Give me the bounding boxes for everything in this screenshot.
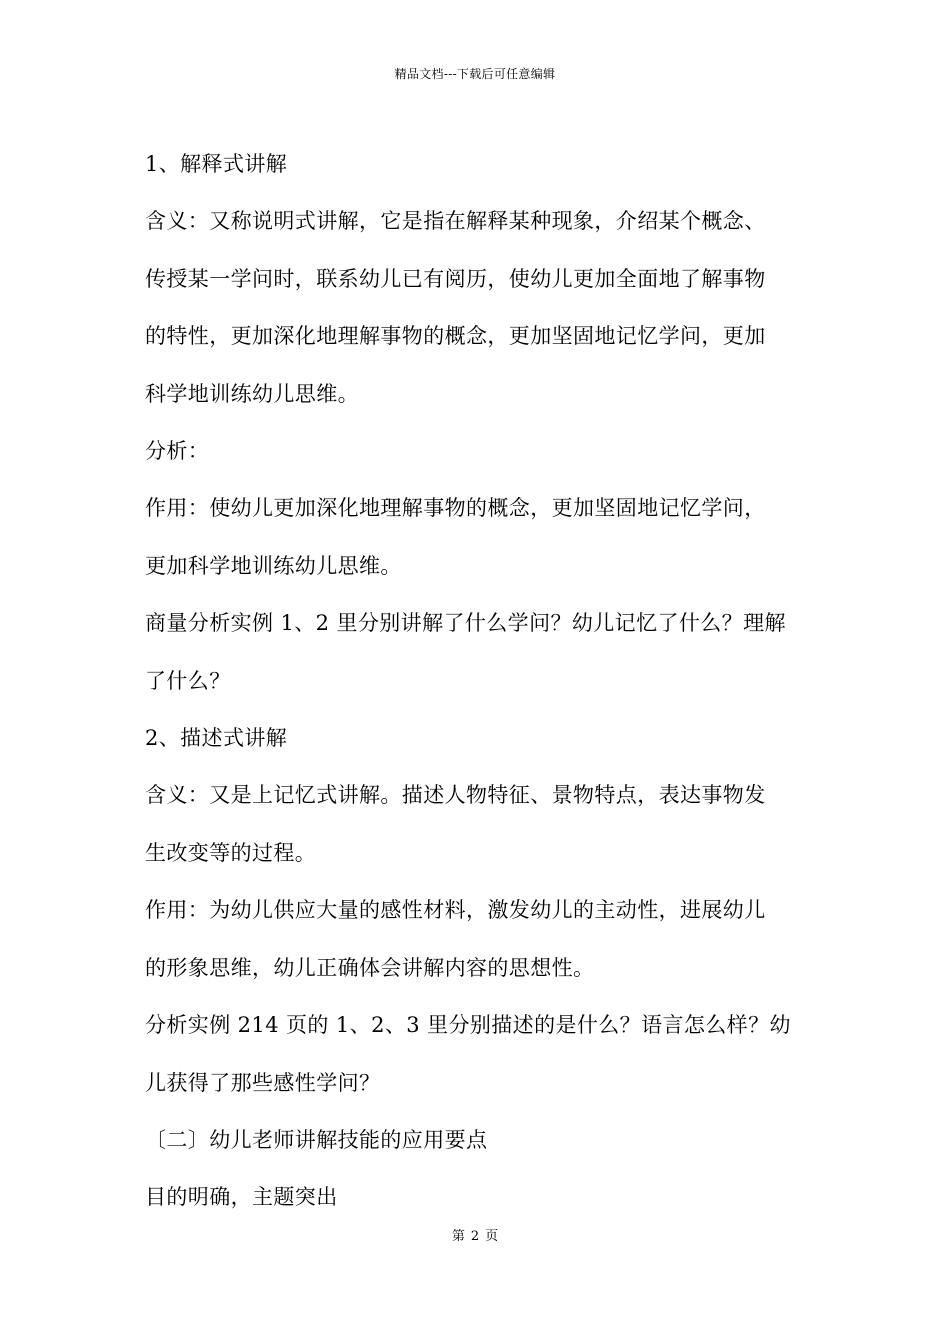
text-line: 目的明确，主题突出 <box>145 1185 338 1210</box>
text-line: 了什么？ <box>145 668 231 693</box>
page-number-suffix: 页 <box>485 1229 499 1244</box>
text-line: 儿获得了那些感性学问？ <box>145 1070 381 1095</box>
text-line: 生改变等的过程。 <box>145 840 317 865</box>
page-header: 精品文档---下载后可任意编辑 <box>394 67 556 81</box>
page-footer <box>0 1228 950 1246</box>
document-body <box>145 136 825 1227</box>
text-line: 分析： <box>145 439 210 464</box>
heading-descriptive-lecture: 2、描述式讲解 <box>145 726 288 751</box>
text-line: 传授某一学问时，联系幼儿已有阅历，使幼儿更加全面地了解事物 <box>145 266 766 291</box>
text-line: 科学地训练幼儿思维。 <box>145 381 359 406</box>
text-line: 的特性，更加深化地理解事物的概念，更加坚固地记忆学问，更加 <box>145 324 766 349</box>
text-line: 含义：又称说明式讲解，它是指在解释某种现象，介绍某个概念、 <box>145 209 766 234</box>
text-line: 作用：使幼儿更加深化地理解事物的概念，更加坚固地记忆学问， <box>145 496 766 521</box>
text-line: 含义：又是上记忆式讲解。描述人物特征、景物特点，表达事物发 <box>145 783 766 808</box>
section-heading: 〔二〕幼儿老师讲解技能的应用要点 <box>145 1127 488 1152</box>
text-line: 商量分析实例 1、2 里分别讲解了什么学问？幼儿记忆了什么？理解 <box>145 611 786 636</box>
text-line: 的形象思维，幼儿正确体会讲解内容的思想性。 <box>145 955 595 980</box>
page-number-prefix: 第 <box>451 1229 465 1244</box>
text-line: 作用：为幼儿供应大量的感性材料，激发幼儿的主动性，进展幼儿 <box>145 898 766 923</box>
page-number: 2 <box>470 1229 480 1244</box>
heading-explanatory-lecture: 1、解释式讲解 <box>145 152 288 176</box>
text-line: 分析实例 214 页的 1、2、3 里分别描述的是什么？语言怎么样？幼 <box>145 1013 791 1038</box>
text-line: 更加科学地训练幼儿思维。 <box>145 553 402 578</box>
